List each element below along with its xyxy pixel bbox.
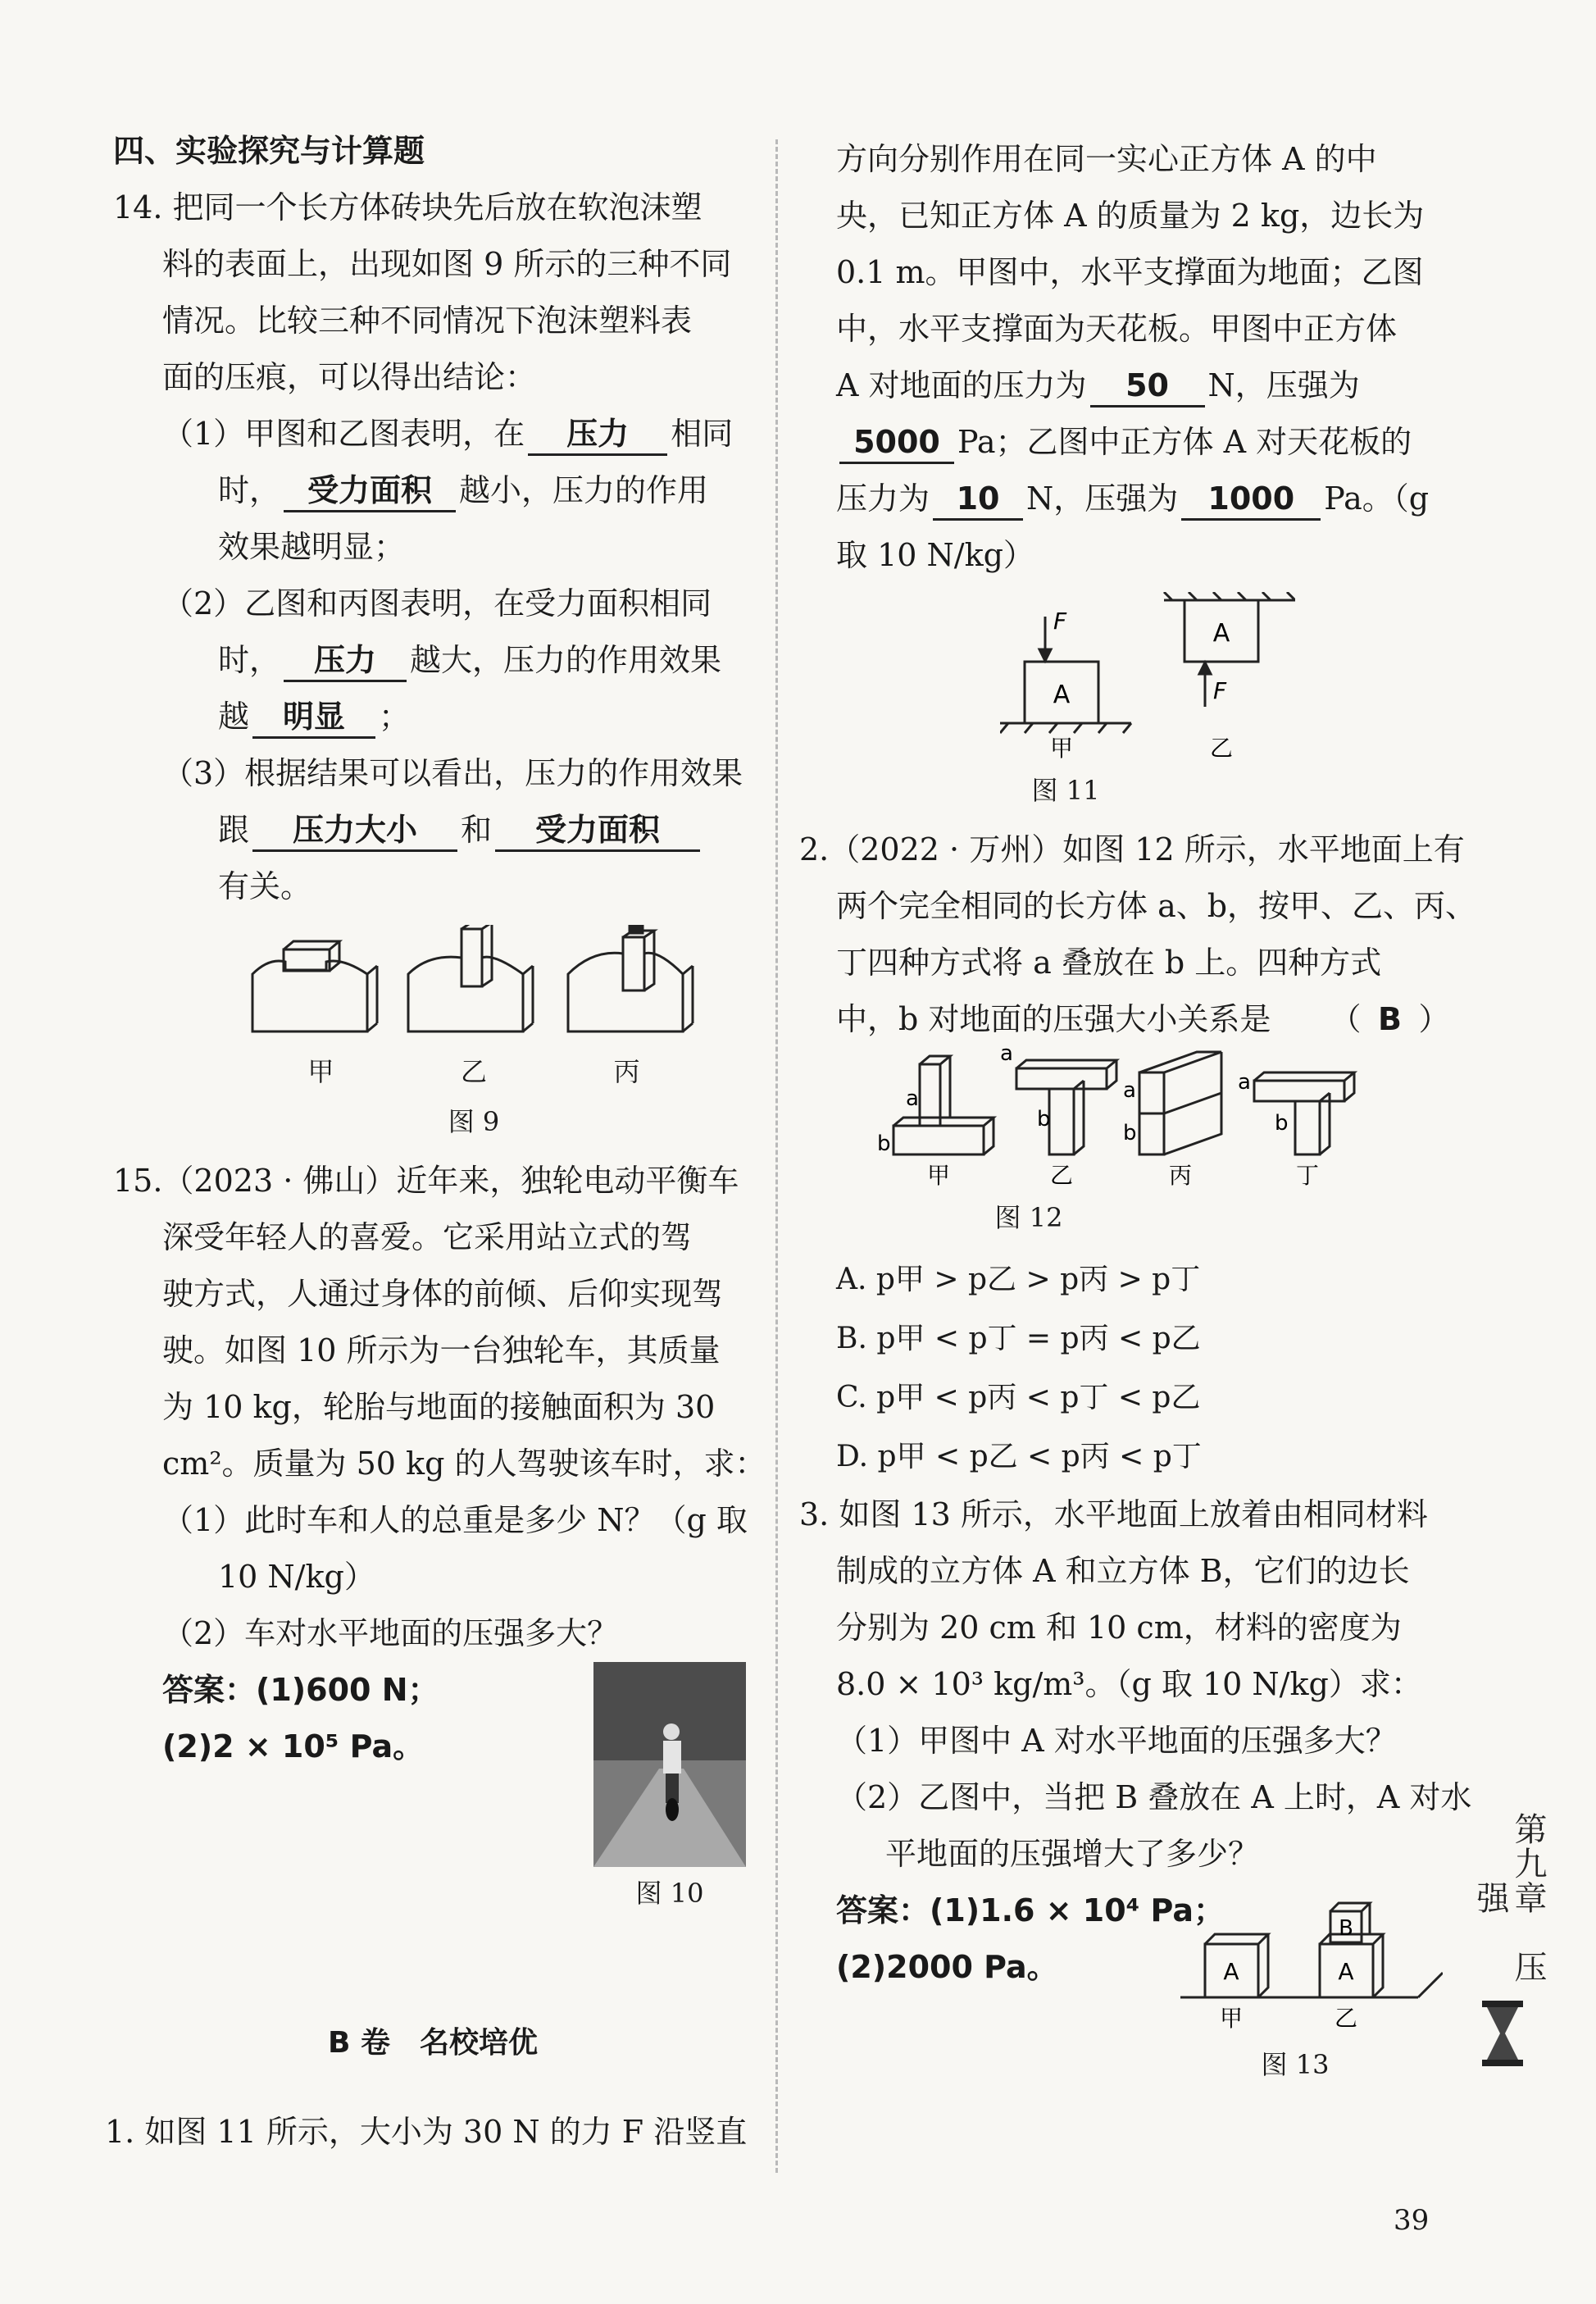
q15-sub-1b: 10 N/kg）: [218, 1559, 375, 1595]
q14-answer-2: 受力面积: [284, 471, 456, 512]
b1-line-4: 0.1 m。甲图中，水平支撑面为地面；乙图: [836, 254, 1424, 290]
b3-line-3: 分别为 20 cm 和 10 cm，材料的密度为: [836, 1610, 1402, 1646]
q15-answer-2: (2)2 × 10⁵ Pa。: [162, 1728, 425, 1764]
fig13-label-jia: 甲: [1219, 2005, 1244, 2032]
b3-line-1: 3. 如图 13 所示，水平地面上放着由相同材料: [799, 1496, 1428, 1532]
b2-line-3: 丁四种方式将 a 叠放在 b 上。四种方式: [836, 945, 1382, 981]
q14-part1-cont: [113, 462, 753, 519]
q14-p3-text-b: 跟: [218, 812, 250, 848]
q14-part2: （2）乙图和丙图表明，在受力面积相同: [162, 585, 712, 622]
figure-13: [1164, 1883, 1443, 2088]
left-column: [105, 123, 766, 2161]
figure-10: [593, 1662, 746, 1916]
svg-text:b: b: [1037, 1107, 1051, 1132]
fig13-caption: 图 13: [1261, 2049, 1330, 2080]
svg-text:A: A: [1223, 1958, 1239, 1985]
fig9-label-yi: 乙: [460, 1056, 487, 1087]
b3-line-2: 制成的立方体 A 和立方体 B，它们的边长: [836, 1553, 1410, 1589]
b1-line-6: [836, 357, 1443, 414]
q14-p3-text-d: 有关。: [218, 868, 312, 904]
svg-text:a: a: [1238, 1070, 1251, 1095]
fig11-label-jia: 甲: [1049, 735, 1074, 762]
foam-bricks-diagram: [244, 925, 703, 1048]
figure-9: [244, 925, 703, 1145]
b1-answer-3: 10: [933, 479, 1023, 521]
chapter-side-tab-text: 第九章 压强: [1471, 1812, 1547, 1984]
section-title: 四、实验探究与计算题: [113, 133, 425, 169]
q14-part3: （3）根据结果可以看出，压力的作用效果: [162, 755, 743, 791]
b1-text-e: N，压强为: [1026, 480, 1179, 517]
q14-line-1: 14. 把同一个长方体砖块先后放在软泡沫塑: [113, 189, 703, 225]
q14-p1-text-b: 相同: [671, 416, 734, 452]
q15-line-1: 15.（2023 · 佛山）近年来，独轮电动平衡车: [113, 1163, 739, 1199]
svg-text:a: a: [906, 1086, 919, 1111]
svg-text:a: a: [1000, 1048, 1013, 1066]
b1-line-7: [836, 414, 1443, 471]
b1-line-9: 取 10 N/kg）: [836, 537, 1034, 573]
b2-text: 中，b 对地面的压强大小关系是: [836, 1001, 1271, 1037]
b1-line-5: 中，水平支撑面为天花板。甲图中正方体: [836, 311, 1398, 347]
fig9-label-bing: 丙: [613, 1056, 640, 1087]
unicycle-photo: [593, 1662, 746, 1867]
q14-line-2: 料的表面上，出现如图 9 所示的三种不同: [162, 246, 732, 282]
page-number: 39: [1394, 2204, 1430, 2237]
hourglass-icon: [1482, 2001, 1523, 2066]
b2-line-4: 中，b 对地面的压强大小关系是 （ B ）: [836, 991, 1443, 1048]
column-divider: [775, 139, 778, 2173]
b3-line-4: 8.0 × 10³ kg/m³。（g 取 10 N/kg）求：: [836, 1666, 1422, 1702]
b2-line-1: 2.（2022 · 万州）如图 12 所示，水平地面上有: [799, 831, 1465, 867]
q14-part3-cont: [113, 802, 753, 858]
fig12-label-jia: 甲: [926, 1162, 951, 1189]
q14-p3-text-c: 和: [461, 812, 493, 848]
b-section-title: B 卷 名校培优: [328, 2026, 538, 2060]
q15-line-6: cm²。质量为 50 kg 的人驾驶该车时，求：: [162, 1446, 766, 1482]
fig11-block-a-yi: A: [1212, 619, 1230, 648]
fig12-caption: 图 12: [994, 1202, 1063, 1233]
q15-answer-1: 答案：(1)600 N；: [162, 1672, 439, 1708]
q15-line-2: 深受年轻人的喜爱。它采用站立式的驾: [162, 1219, 693, 1255]
q14-part1: [113, 406, 753, 462]
q14-p2-text-c: 越大，压力的作用效果: [410, 642, 722, 678]
b1-answer-2: 5000: [839, 422, 954, 464]
b3-sub-2a: （2）乙图中，当把 B 叠放在 A 上时，A 对水: [836, 1779, 1472, 1815]
b1-answer-1: 50: [1090, 366, 1205, 408]
q14-answer-4: 明显: [252, 697, 375, 739]
q14-line-3: 情况。比较三种不同情况下泡沫塑料表: [162, 303, 693, 339]
b1-text-f: Pa。（g: [1324, 480, 1430, 517]
q14-line-4: 面的压痕，可以得出结论：: [162, 359, 537, 395]
fig12-label-yi: 乙: [1049, 1162, 1074, 1189]
b3-sub-1: （1）甲图中 A 对水平地面的压强多大？: [836, 1723, 1397, 1759]
b2-line-2: 两个完全相同的长方体 a、b，按甲、乙、丙、: [836, 888, 1477, 924]
fig10-caption: 图 10: [635, 1878, 704, 1909]
q14-p1-text-c: 时，: [218, 472, 281, 508]
b3-answer-1: 答案：(1)1.6 × 10⁴ Pa；: [836, 1892, 1225, 1928]
b1-text-a: A 对地面的压力为: [836, 367, 1087, 403]
q15-sub-2: （2）车对水平地面的压强多大？: [162, 1615, 619, 1651]
fig9-caption: 图 9: [448, 1106, 500, 1137]
q14-p1-text: （1）甲图和乙图表明，在: [162, 416, 525, 452]
svg-text:B: B: [1339, 1916, 1353, 1941]
b3-answer-2: (2)2000 Pa。: [836, 1949, 1058, 1985]
right-column: [799, 131, 1477, 2096]
figure-11: [1000, 592, 1295, 813]
q14-p2-text-e: ；: [379, 699, 411, 735]
q14-answer-6: 受力面积: [495, 810, 700, 852]
fig11-force-yi: F: [1213, 677, 1227, 704]
cubes-a-b-diagram: [1164, 1883, 1443, 2038]
q14-part2-end: [113, 689, 753, 745]
q14-answer-1: 压力: [528, 414, 667, 456]
q14-p2-text-d: 越: [218, 699, 250, 735]
b2-option-b: B. p甲 < p丁 = p丙 < p乙: [836, 1322, 1201, 1355]
b1-answer-4: 1000: [1181, 479, 1321, 521]
stacked-blocks-diagram: [869, 1048, 1410, 1191]
q15-line-5: 为 10 kg，轮胎与地面的接触面积为 30: [162, 1389, 716, 1425]
q14-p1-text-e: 效果越明显；: [218, 529, 406, 565]
chapter-side-tab: [1471, 1804, 1547, 2074]
svg-text:b: b: [877, 1132, 891, 1156]
q14-p1-text-d: 越小，压力的作用: [459, 472, 709, 508]
fig11-force-jia: F: [1053, 608, 1067, 635]
q14-p2-text-b: 时，: [218, 642, 281, 678]
fig9-label-jia: 甲: [307, 1056, 334, 1087]
fig11-label-yi: 乙: [1209, 735, 1234, 762]
b2-option-a: A. p甲 > p乙 > p丙 > p丁: [836, 1263, 1201, 1296]
b1-text-d: 压力为: [836, 480, 930, 517]
q14-answer-3: 压力: [284, 640, 407, 682]
svg-text:b: b: [1275, 1111, 1289, 1136]
svg-text:a: a: [1123, 1078, 1136, 1103]
b2-answer: B: [1378, 1001, 1402, 1037]
svg-text:A: A: [1338, 1958, 1354, 1985]
svg-text:b: b: [1123, 1121, 1137, 1145]
b1-line-8: [836, 471, 1443, 527]
fig13-label-yi: 乙: [1334, 2005, 1358, 2032]
q14-part2-cont: [113, 632, 753, 689]
fig11-caption: 图 11: [1031, 775, 1100, 806]
fig12-label-bing: 丙: [1168, 1162, 1193, 1189]
figure-12: [869, 1048, 1410, 1241]
force-on-cube-diagram: [1000, 592, 1295, 764]
b1-line-1: 1. 如图 11 所示，大小为 30 N 的力 F 沿竖直: [105, 2114, 748, 2150]
b1-line-2: 方向分别作用在同一实心正方体 A 的中: [836, 141, 1377, 177]
q15-line-4: 驶。如图 10 所示为一台独轮车，其质量: [162, 1332, 721, 1368]
fig12-label-ding: 丁: [1295, 1162, 1320, 1189]
b1-line-3: 央，已知正方体 A 的质量为 2 kg，边长为: [836, 198, 1425, 234]
q14-answer-5: 压力大小: [252, 810, 457, 852]
fig11-block-a-jia: A: [1053, 681, 1071, 709]
b1-text-c: Pa；乙图中正方体 A 对天花板的: [957, 424, 1412, 460]
b3-sub-2b: 平地面的压强增大了多少？: [885, 1836, 1260, 1872]
b2-option-c: C. p甲 < p丙 < p丁 < p乙: [836, 1381, 1201, 1414]
q15-line-3: 驶方式，人通过身体的前倾、后仰实现驾: [162, 1276, 724, 1312]
b2-option-d: D. p甲 < p乙 < p丙 < p丁: [836, 1440, 1202, 1473]
b1-text-b: N，压强为: [1207, 367, 1360, 403]
q15-sub-1: （1）此时车和人的总重是多少 N？（g 取: [162, 1502, 748, 1538]
